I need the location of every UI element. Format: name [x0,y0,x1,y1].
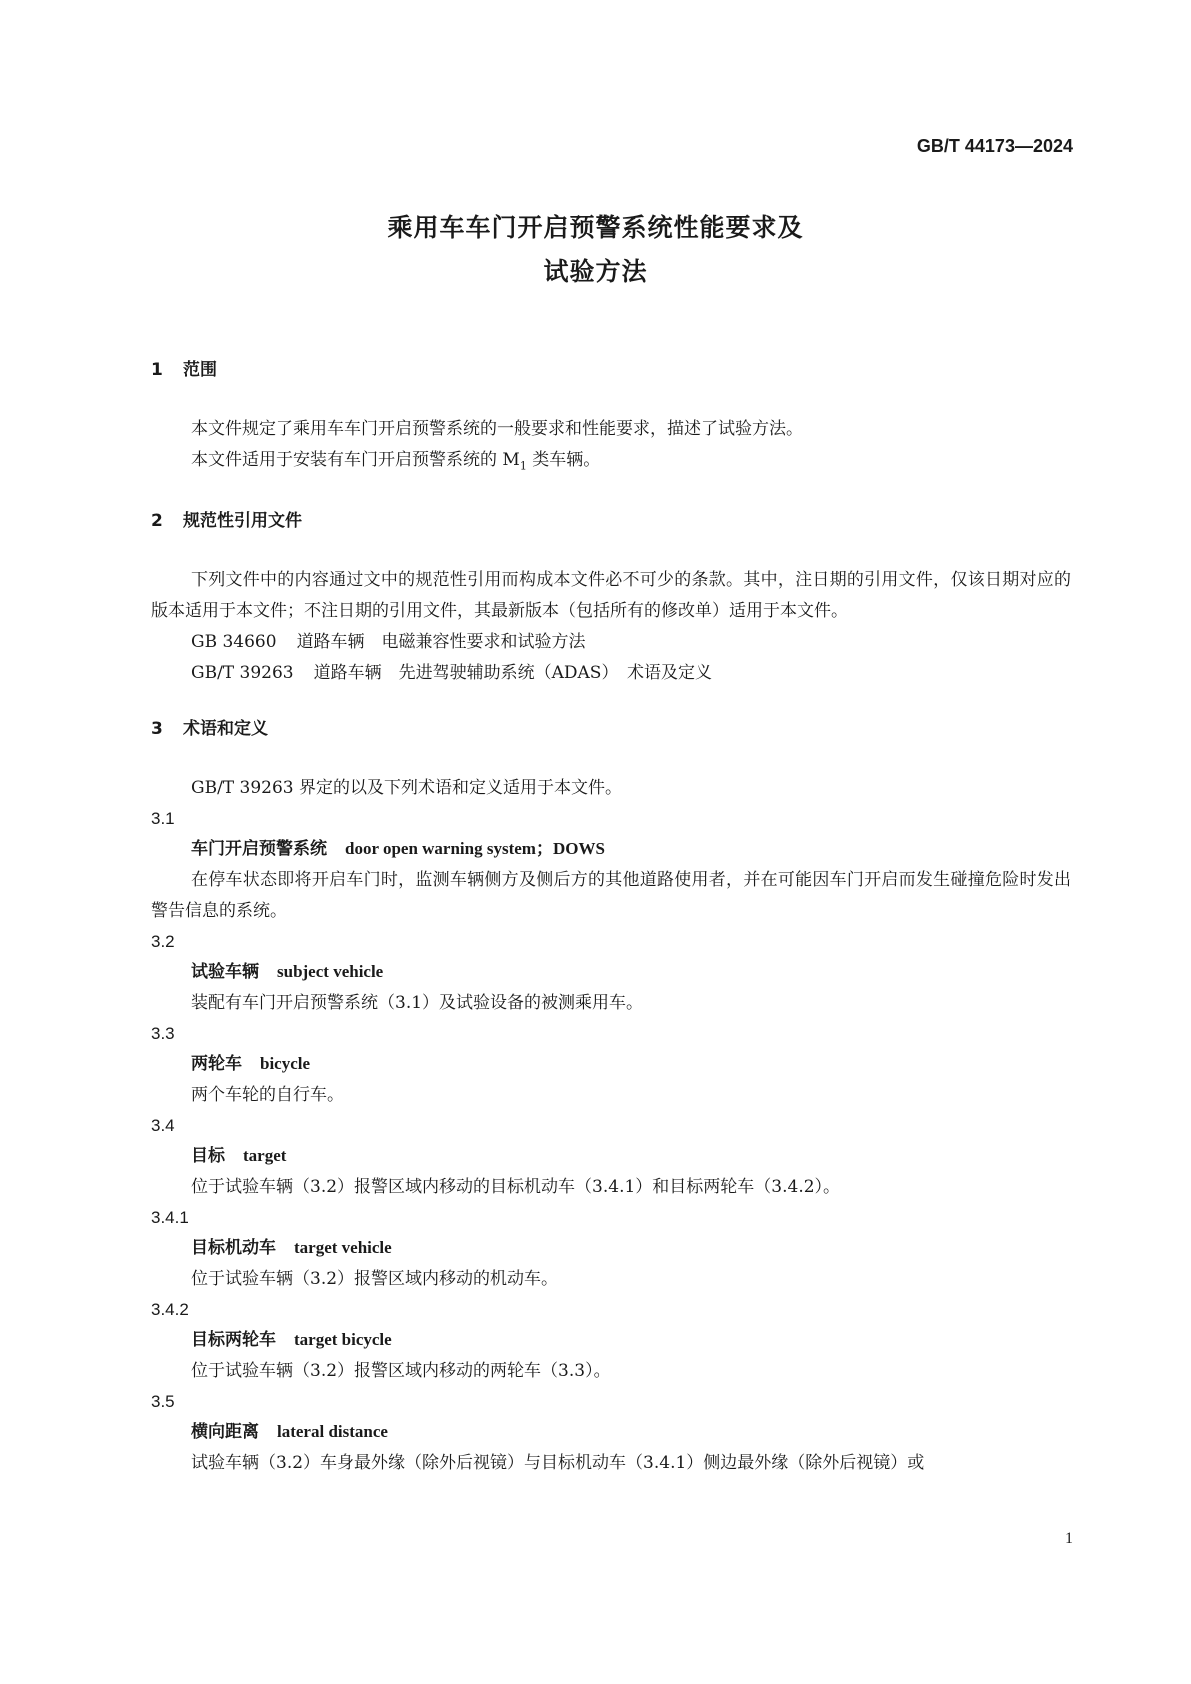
term-name-zh: 试验车辆 [191,962,259,983]
term-definition: 位于试验车辆（3.2）报警区域内移动的机动车。 [191,1269,559,1290]
term-name-zh: 目标 [191,1146,225,1167]
section-title: 范围 [183,360,217,380]
references-intro-paragraph: 下列文件中的内容通过文中的规范性引用而构成本文件必不可少的条款。其中，注日期的引用文件，仅该日期对应的版本适用于本文件；不注日期的引用文件，其最新版本（包括所有的修改单）适用于本文件。 [151,570,1071,622]
reference-item [151,627,1071,658]
page-number: 1 [1065,1530,1073,1547]
reference-code: GB 34660 [191,632,277,653]
term-name [151,1232,1071,1264]
term-name-zh: 两轮车 [191,1054,242,1075]
term-name [151,1324,1071,1356]
scope-paragraph-1: 本文件规定了乘用车车门开启预警系统的一般要求和性能要求，描述了试验方法。 [191,419,803,439]
scope-text-before: 本文件适用于安装有车门开启预警系统的 M [191,450,520,470]
document-title-line-1: 乘用车车门开启预警系统性能要求及 [387,213,804,242]
scope-text-after: 类车辆。 [526,450,601,470]
term-name-zh: 横向距离 [191,1422,259,1443]
term-definition: 装配有车门开启预警系统（3.1）及试验设备的被测乘用车。 [191,993,644,1014]
term-name [151,956,1071,988]
document-title-line-2: 试验方法 [543,257,648,286]
section-number: 3 [151,719,163,740]
term-number: 3.4.1 [151,1208,189,1228]
term-number: 3.4.2 [151,1300,189,1320]
term-entry [151,927,1071,1019]
term-entry [151,1111,1071,1203]
term-entry [151,1019,1071,1111]
reference-item [151,658,1071,689]
document-number: GB/T 44173—2024 [916,136,1073,156]
section-heading-scope [151,356,1071,384]
term-number: 3.3 [151,1024,175,1044]
section-heading-normative-references [151,507,1071,535]
term-number: 3.1 [151,809,175,829]
section-title: 规范性引用文件 [183,511,302,532]
term-definition: 两个车轮的自行车。 [191,1085,344,1106]
subscript: 1 [519,459,527,473]
section-heading-terms-and-definitions [151,715,1071,743]
term-name [151,1140,1071,1172]
term-definition: 试验车辆（3.2）车身最外缘（除外后视镜）与目标机动车（3.4.1）侧边最外缘（除外后视镜）或 [191,1453,925,1474]
term-name-zh: 目标机动车 [191,1238,276,1259]
term-entry [151,1203,1071,1295]
document-body [151,356,1071,1479]
term-name-en: target [243,1146,287,1166]
term-name [151,1048,1071,1080]
reference-code: GB/T 39263 [191,663,294,684]
term-entry [151,804,1071,927]
term-name-en: target vehicle [294,1238,392,1258]
section-title: 术语和定义 [183,719,268,740]
reference-title: 道路车辆 先进驾驶辅助系统（ADAS） 术语及定义 [313,663,712,684]
section-number: 1 [151,360,163,380]
term-definition: 位于试验车辆（3.2）报警区域内移动的两轮车（3.3）。 [191,1361,611,1382]
term-name-en: subject vehicle [277,962,384,982]
term-name-en: lateral distance [277,1422,388,1442]
term-number: 3.5 [151,1392,175,1412]
scope-paragraph-2 [151,445,1071,481]
term-name-en: door open warning system；DOWS [345,839,605,859]
term-number: 3.2 [151,932,175,952]
term-name-en: bicycle [260,1054,311,1074]
term-definition: 在停车状态即将开启车门时，监测车辆侧方及侧后方的其他道路使用者，并在可能因车门开启而发生碰撞危险时发出警告信息的系统。 [151,870,1071,922]
term-name-en: target bicycle [294,1330,392,1350]
term-name-zh: 车门开启预警系统 [191,839,327,860]
reference-title: 道路车辆 电磁兼容性要求和试验方法 [296,632,586,653]
term-entry [151,1387,1071,1479]
term-name-zh: 目标两轮车 [191,1330,276,1351]
term-definition: 位于试验车辆（3.2）报警区域内移动的目标机动车（3.4.1）和目标两轮车（3.4.2）。 [191,1177,841,1198]
term-entry [151,1295,1071,1387]
term-name [151,1416,1071,1448]
terms-intro-paragraph: GB/T 39263 界定的以及下列术语和定义适用于本文件。 [191,778,623,799]
term-name [151,833,1071,865]
term-number: 3.4 [151,1116,175,1136]
section-number: 2 [151,511,163,532]
